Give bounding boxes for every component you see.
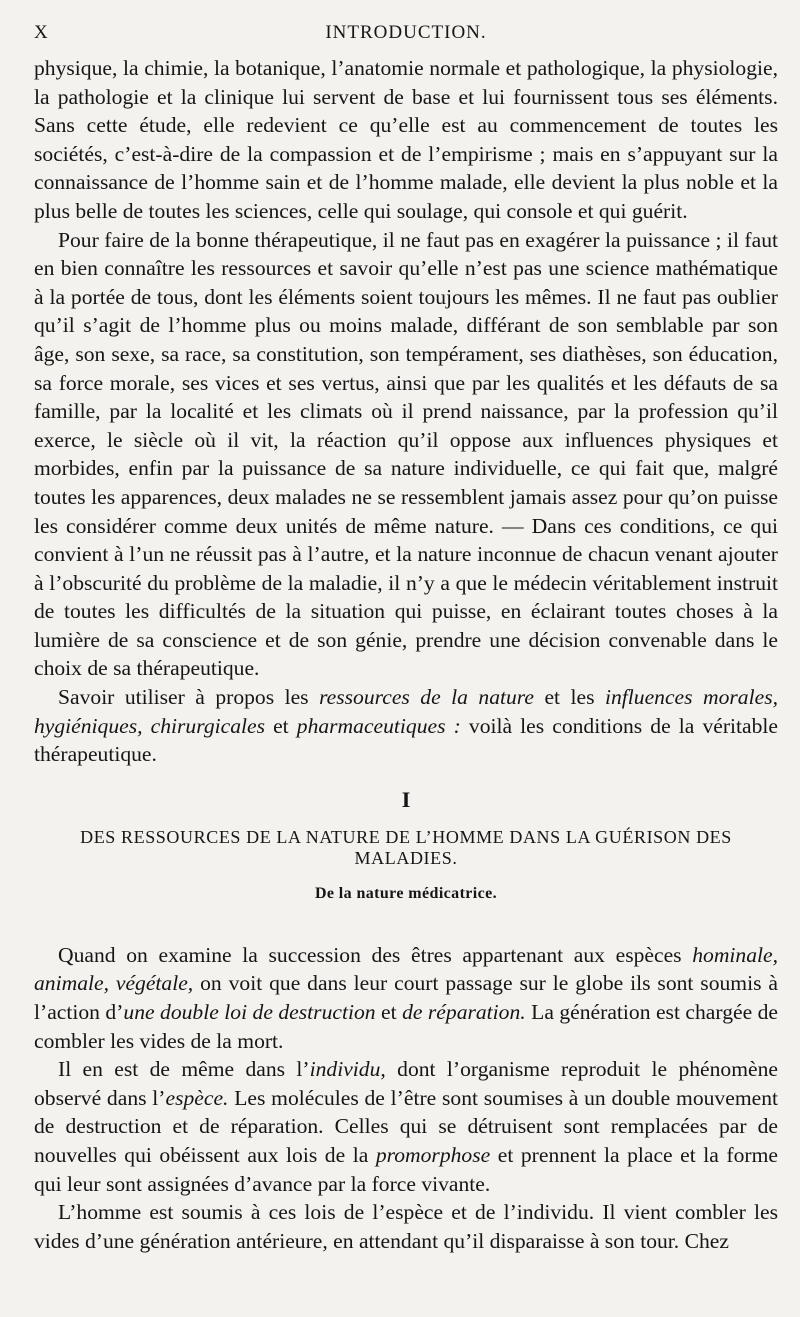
running-title: INTRODUCTION. — [325, 22, 487, 43]
section-subheading: De la nature médicatrice. — [314, 884, 498, 902]
paragraph-savoir: Savoir utiliser à propos les ressources de la nature et les influences morales, hygiéniques, chirurgicales et pharmaceutiques : voilà les conditions de la véritable thérapeutique. — [34, 685, 778, 767]
section-numeral: I — [401, 786, 411, 812]
paragraph-physique: physique, la chimie, la botanique, l’anatomie normale et pathologique, la physiologie, la pathologie et la clinique lui servent de base et lui fournissent tous ses éléments. Sans cette étude, elle redevient ce qu’elle est au commencement de toutes les sociétés, c’est-à-dire de la compassion et de l’empirisme ; mais en s’appuyant sur la connaissance de l’homme sain et de l’homme malade, elle devient la plus noble et la plus belle de toutes les sciences, celle qui soulage, qui console et qui guérit. — [34, 56, 778, 223]
section-title: DES RESSOURCES DE LA NATURE DE L’HOMME DANS LA GUÉRISON DES MALADIES. — [80, 826, 732, 868]
paragraph-pour-faire: Pour faire de la bonne thérapeutique, il ne faut pas en exagérer la puissance ; il faut en bien connaître les ressources et savoir qu’elle n’est pas une science mathématique à la portée de tous, dont les éléments soient toujours les mêmes. Il ne faut pas oublier qu’il s’agit de l’homme plus ou moins malade, différant de son semblable par son âge, son sexe, sa race, sa constitution, son tempérament, ses diathèses, son éducation, sa force morale, ses vices et ses vertus, ainsi que par les qualités et les défauts de sa famille, par la localité et les climats où il prend naissance, par la profession qu’il exerce, le siècle où il vit, la réaction qu’il oppose aux influences physiques et morbides, enfin par la puissance de sa nature individuelle, ce qui fait que, malgré toutes les apparences, deux malades ne se ressemblent jamais assez pour qu’on puisse les considérer comme deux unités de même nature. — Dans ces conditions, ce qui convient à l’un ne réussit pas à l’autre, et la nature inconnue de chacun venant ajouter à l’obscurité du problème de la maladie, il n’y a que le médecin véritablement instruit de toutes les difficultés de la situation qui puisse, en éclairant toutes choses à la lumière de sa conscience et de son génie, prendre une décision convenable dans le choix de sa thérapeutique. — [34, 227, 778, 681]
page-number: X — [34, 22, 49, 43]
running-head — [34, 22, 778, 48]
paragraph-quand: Quand on examine la succession des êtres appartenant aux espèces hominale, animale, végétale, on voit que dans leur court passage sur le globe ils sont soumis à l’action d’une double loi de destruction et de réparation. La génération est chargée de combler les vides de la mort. — [34, 942, 778, 1053]
paragraph-individu: Il en est de même dans l’individu, dont l’organisme reproduit le phénomène observé dans l’espèce. Les molécules de l’être sont soumises à un double mouvement de destruction et de réparation. Celles qui se détruisent sont remplacées par de nouvelles qui obéissent aux lois de la promorphose et prennent la place et la forme qui leur sont assignées d’avance par la force vivante. — [34, 1057, 778, 1196]
paragraph-homme: L’homme est soumis à ces lois de l’espèce et de l’individu. Il vient combler les vides d’une génération antérieure, en attendant qu’il disparaisse à son tour. Chez — [34, 1200, 778, 1253]
